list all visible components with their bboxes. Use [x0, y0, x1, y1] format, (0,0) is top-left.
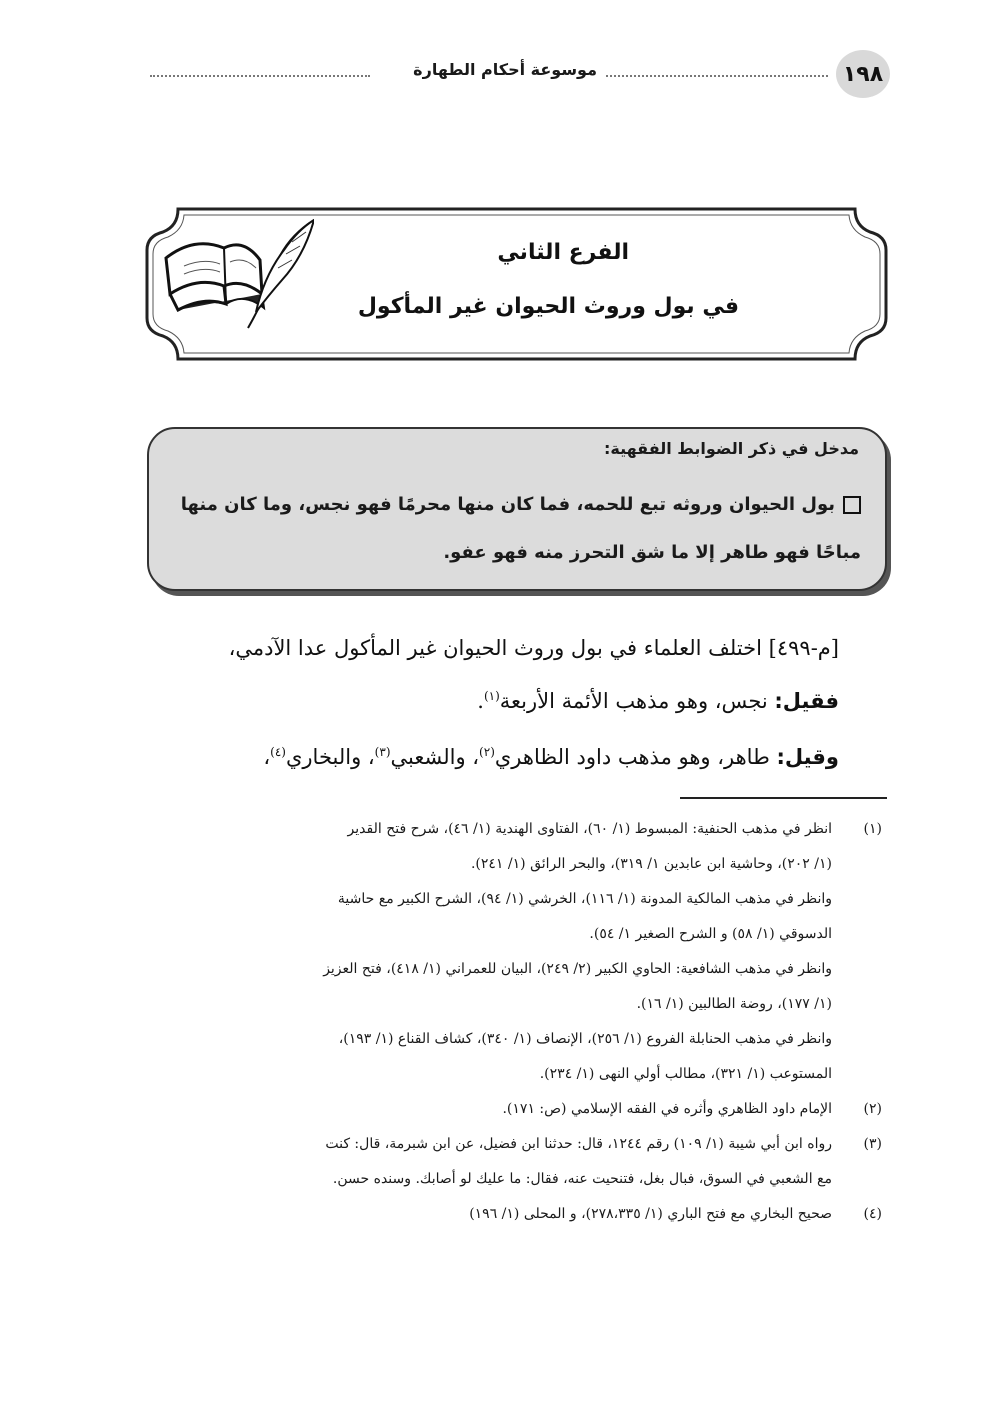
footnote-number: (١)	[863, 821, 882, 837]
chapter-title-frame	[144, 206, 889, 362]
footnote-line: الدسوقي (١/ ٥٨) و الشرح الصغير ١/ ٥٤).	[589, 926, 832, 942]
footnote-ref[interactable]: (١)	[483, 689, 500, 703]
footnotes	[148, 812, 888, 1232]
footnote-line: رواه ابن أبي شيبة (١/ ١٠٩) رقم ١٢٤٤، قال: حدثنا ابن فضيل، عن ابن شبرمة، قال: كنت	[325, 1136, 832, 1152]
footnote-line: وانظر في مذهب المالكية المدونة (١/ ١١٦)، الخرشي (١/ ٩٤)، الشرح الكبير مع حاشية	[337, 891, 832, 907]
body-line: [م-٤٩٩] اختلف العلماء في بول وروث الحيوان غير المأكول عدا الآدمي،	[228, 636, 839, 660]
checkbox-bullet-icon	[843, 496, 861, 514]
footnote-line: انظر في مذهب الحنفية: المبسوط (١/ ٦٠)، الفتاوى الهندية (١/ ٤٦)، شرح فتح القدير	[347, 821, 832, 837]
footnote-number: (٢)	[863, 1101, 882, 1117]
footnote-number: (٣)	[863, 1136, 882, 1152]
rules-text-line-1: بول الحيوان وروثه تبع للحمه، فما كان منها محرمًا فهو نجس، وما كان منها	[180, 494, 835, 515]
header-dotted-rule-right	[593, 75, 828, 77]
footnote-2	[148, 1092, 888, 1127]
chapter-title: الفرع الثاني	[497, 240, 629, 265]
footnote-ref[interactable]: (٣)	[374, 745, 391, 759]
footnote-line: المستوعب (١/ ٣٢١)، مطالب أولي النهى (١/ ٢٣٤).	[539, 1066, 832, 1082]
rules-text	[165, 481, 861, 577]
footnote-line: وانظر في مذهب الحنابلة الفروع (١/ ٢٥٦)، الإنصاف (١/ ٣٤٠)، كشاف القناع (١/ ١٩٣)،	[338, 1031, 832, 1047]
footnote-ref[interactable]: (٤)	[270, 745, 286, 759]
opinion-label: وقيل:	[776, 745, 839, 769]
rules-heading: مدخل في ذكر الضوابط الفقهية:	[603, 439, 859, 458]
book-title: موسوعة أحكام الطهارة	[405, 60, 605, 79]
footnote-number: (٤)	[863, 1206, 882, 1222]
juristic-rules-box	[147, 427, 887, 591]
page-number: ١٩٨	[836, 50, 890, 98]
chapter-subtitle: في بول وروث الحيوان غير المأكول	[357, 294, 739, 319]
opinion-label: فقيل:	[774, 689, 839, 713]
body-line: فقيل: نجس، وهو مذهب الأئمة الأربعة$^{(١)}$.	[477, 689, 839, 713]
footnote-1	[148, 812, 888, 1092]
footnote-3	[148, 1127, 888, 1197]
footnote-line: الإمام داود الظاهري وأثره في الفقه الإسلامي (ص: ١٧١).	[502, 1101, 832, 1117]
body-line: وقيل: طاهر، وهو مذهب داود الظاهري$^{(٢)}$، والشعبي$^{(٣)}$، والبخاري$^{(٤)}$،	[263, 745, 839, 769]
footnote-line: (١/ ٢٠٢)، وحاشية ابن عابدين ١/ ٣١٩)، والبحر الرائق (١/ ٢٤١).	[470, 856, 832, 872]
footnote-line: مع الشعبي في السوق، فبال بغل، فتنحيت عنه، فقال: ما عليك لو أصابك. وسنده حسن.	[332, 1171, 832, 1187]
footnote-ref[interactable]: (٢)	[479, 745, 495, 759]
footnote-line: صحيح البخاري مع فتح الباري (١/ ٢٧٨،٣٣٥)، و المحلى (١/ ١٩٦)	[469, 1206, 832, 1222]
page-header	[140, 50, 890, 102]
footnote-4	[148, 1197, 888, 1232]
header-dotted-rule-left	[150, 75, 370, 77]
book-quill-icon	[164, 216, 314, 336]
footnote-line: (١/ ١٧٧)، روضة الطالبين (١/ ١٦).	[636, 996, 832, 1012]
footnote-line: وانظر في مذهب الشافعية: الحاوي الكبير (٢/ ٢٤٩)، البيان للعمراني (١/ ٤١٨)، فتح العزيز	[323, 961, 832, 977]
footnote-separator	[680, 797, 887, 799]
rules-text-line-2: مباحًا فهو طاهر إلا ما شق التحرز منه فهو عفو.	[443, 542, 861, 563]
